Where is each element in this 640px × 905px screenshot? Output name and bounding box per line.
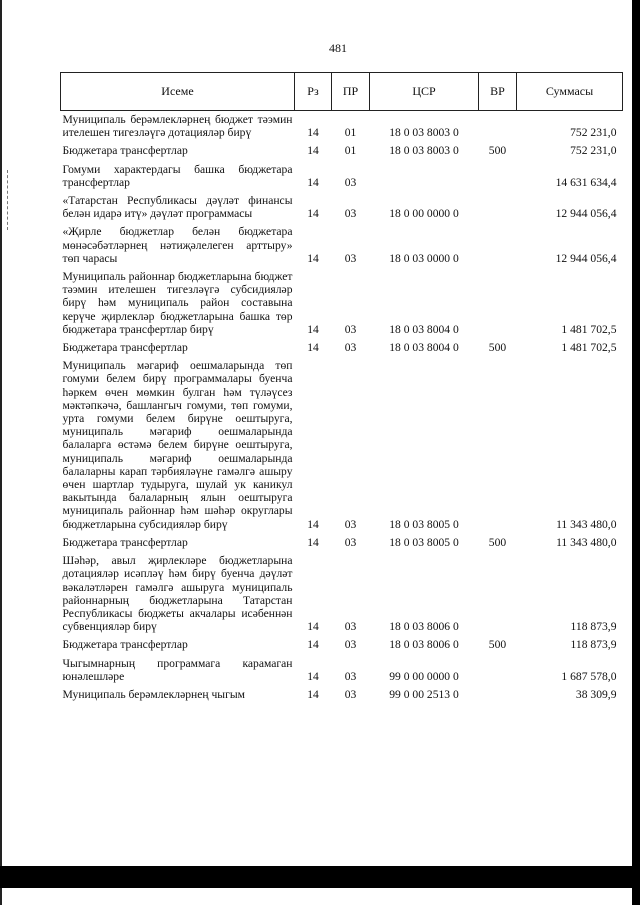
row-name: Муниципаль районнар бюджетларына бюджет тәэмин ителешен тигезләүгә субсидияләр бирү һәм муниципаль район составына керүче җирлекләр бюджетларына башка төр бюджетара трансфертлар бирү: [62, 270, 293, 336]
row-pr: 03: [344, 517, 357, 531]
row-sum: 1 481 702,5: [561, 322, 617, 336]
table-row: [61, 142, 623, 160]
row-name: Муниципаль мәгариф оешмаларында төп гомуми белем бирү программалары буенча һәркем өчен мөмкин булган һәм түләүсез мәктәпкәчә, башлангыч гомуми, төп гомуми, урта гомуми белем бирүне оештыруга, муниципаль мәгариф оешмаларында балаларга өстәмә белем бирүне оештыруга, муниципаль мәгариф оешмаларында балаларны карап тәрбияләүне гамәлгә ашыру өчен шартлар тудыруга, шулай ук каникул вакытында балаларның ялын оештыруга муниципаль районнар һәм шәһәр округлары бюджетларына субсидияләр бирү: [62, 359, 293, 531]
row-rz: 14: [307, 669, 319, 683]
table-row: [61, 111, 623, 143]
row-vr: [479, 111, 517, 143]
header-rz: Рз: [295, 73, 332, 111]
row-csr: 18 0 03 8006 0: [389, 638, 459, 652]
row-csr: 18 0 03 8005 0: [389, 535, 459, 549]
row-rz: 14: [307, 535, 319, 549]
header-name: Исеме: [61, 73, 295, 111]
row-name: Бюджетара трансфертлар: [62, 535, 188, 549]
row-csr: 18 0 03 0000 0: [389, 251, 459, 265]
row-vr: [479, 655, 517, 686]
row-name: Муниципаль берәмлекләрнең бюджет тәэмин ителешен тигезләүгә дотацияләр бирү: [62, 113, 293, 140]
table-row: [61, 686, 623, 704]
table-row: [61, 268, 623, 339]
row-pr: 03: [344, 638, 357, 652]
scan-right-edge: [632, 0, 640, 905]
row-csr: 18 0 03 8004 0: [389, 322, 459, 336]
table-row: [61, 357, 623, 534]
row-rz: 14: [307, 144, 319, 158]
budget-table: [60, 72, 623, 704]
row-name: «Татарстан Республикасы дәүләт финансы белән идарә итү» дәүләт программасы: [62, 194, 293, 221]
row-rz: 14: [307, 126, 319, 140]
row-sum: 11 343 480,0: [556, 535, 617, 549]
row-pr: 01: [344, 126, 357, 140]
table-row: [61, 636, 623, 654]
row-pr: 03: [344, 535, 357, 549]
scan-bottom-band: [0, 866, 640, 888]
row-rz: 14: [307, 322, 319, 336]
row-vr: [479, 268, 517, 339]
row-name: Гомуми характердагы башка бюджетара трансфертлар: [62, 162, 293, 189]
row-vr: [479, 161, 517, 192]
row-rz: 14: [307, 175, 319, 189]
row-vr: 500: [488, 638, 507, 652]
header-pr: ПР: [332, 73, 370, 111]
row-pr: 03: [344, 687, 357, 701]
row-vr: 500: [488, 341, 507, 355]
row-sum: 118 873,9: [570, 620, 617, 634]
row-rz: 14: [307, 251, 319, 265]
row-rz: 14: [307, 341, 319, 355]
row-sum: 118 873,9: [570, 638, 617, 652]
row-vr: 500: [488, 535, 507, 549]
header-csr: ЦСР: [370, 73, 479, 111]
row-name: Чыгымнарның программага карамаган юнәлешләре: [62, 656, 293, 683]
row-rz: 14: [307, 207, 319, 221]
row-csr: 18 0 03 8003 0: [389, 126, 459, 140]
row-sum: 14 631 634,4: [555, 175, 617, 189]
row-sum: 752 231,0: [570, 144, 617, 158]
row-name: Шәһәр, авыл җирлекләре бюджетларына дотацияләр исәпләү һәм бирү буенча дәүләт вәкаләтләрен гамәлгә ашыруга муниципаль районнарның бюджетларына Татарстан Республикасы бюджеты акчалары исәбеннән субвенцияләр бирү: [62, 554, 293, 634]
row-csr: [370, 161, 479, 192]
table-row: [61, 655, 623, 686]
row-vr: [479, 552, 517, 636]
header-sum: Суммасы: [517, 73, 623, 111]
row-pr: 01: [344, 144, 357, 158]
row-csr: 18 0 03 8003 0: [389, 144, 459, 158]
row-name: «Җирле бюджетлар белән бюджетара мөнәсәбәтләрнең нәтиҗәлелеген арттыру» төп чарасы: [62, 225, 293, 265]
row-csr: 18 0 03 8006 0: [389, 620, 459, 634]
row-rz: 14: [307, 638, 319, 652]
row-sum: 752 231,0: [570, 126, 617, 140]
row-pr: 03: [344, 669, 357, 683]
row-pr: 03: [344, 175, 357, 189]
row-pr: 03: [344, 207, 357, 221]
row-vr: [479, 192, 517, 223]
row-name: Бюджетара трансфертлар: [62, 144, 188, 158]
row-rz: 14: [307, 517, 319, 531]
row-sum: 1 687 578,0: [561, 669, 617, 683]
row-csr: 99 0 00 2513 0: [389, 687, 459, 701]
row-pr: 03: [344, 620, 357, 634]
row-pr: 03: [344, 322, 357, 336]
row-vr: [479, 686, 517, 704]
scan-left-edge: [0, 0, 2, 905]
table-row: [61, 192, 623, 223]
table-header-row: [61, 73, 623, 111]
table-row: [61, 339, 623, 357]
row-csr: 18 0 03 8005 0: [389, 517, 459, 531]
row-csr: 18 0 03 8004 0: [389, 341, 459, 355]
row-pr: 03: [344, 341, 357, 355]
scan-binding-marks: [7, 170, 10, 230]
row-pr: 03: [344, 251, 357, 265]
page-number: 481: [329, 41, 347, 55]
header-vr: ВР: [479, 73, 517, 111]
row-vr: [479, 223, 517, 268]
table-row: [61, 223, 623, 268]
table-body: [61, 111, 623, 705]
row-vr: 500: [488, 144, 507, 158]
table-row: [61, 534, 623, 552]
row-vr: [479, 357, 517, 534]
table-row: [61, 161, 623, 192]
row-csr: 18 0 00 0000 0: [389, 207, 459, 221]
row-sum: 12 944 056,4: [555, 207, 617, 221]
row-sum: 38 309,9: [575, 687, 617, 701]
row-sum: 1 481 702,5: [561, 341, 617, 355]
row-rz: 14: [307, 687, 319, 701]
row-name: Муниципаль берәмлекләрнең чыгым: [62, 687, 245, 701]
row-name: Бюджетара трансфертлар: [62, 638, 188, 652]
row-sum: 12 944 056,4: [555, 251, 617, 265]
row-rz: 14: [307, 620, 319, 634]
row-sum: 11 343 480,0: [556, 517, 617, 531]
row-name: Бюджетара трансфертлар: [62, 341, 188, 355]
row-csr: 99 0 00 0000 0: [389, 669, 459, 683]
table-row: [61, 552, 623, 636]
